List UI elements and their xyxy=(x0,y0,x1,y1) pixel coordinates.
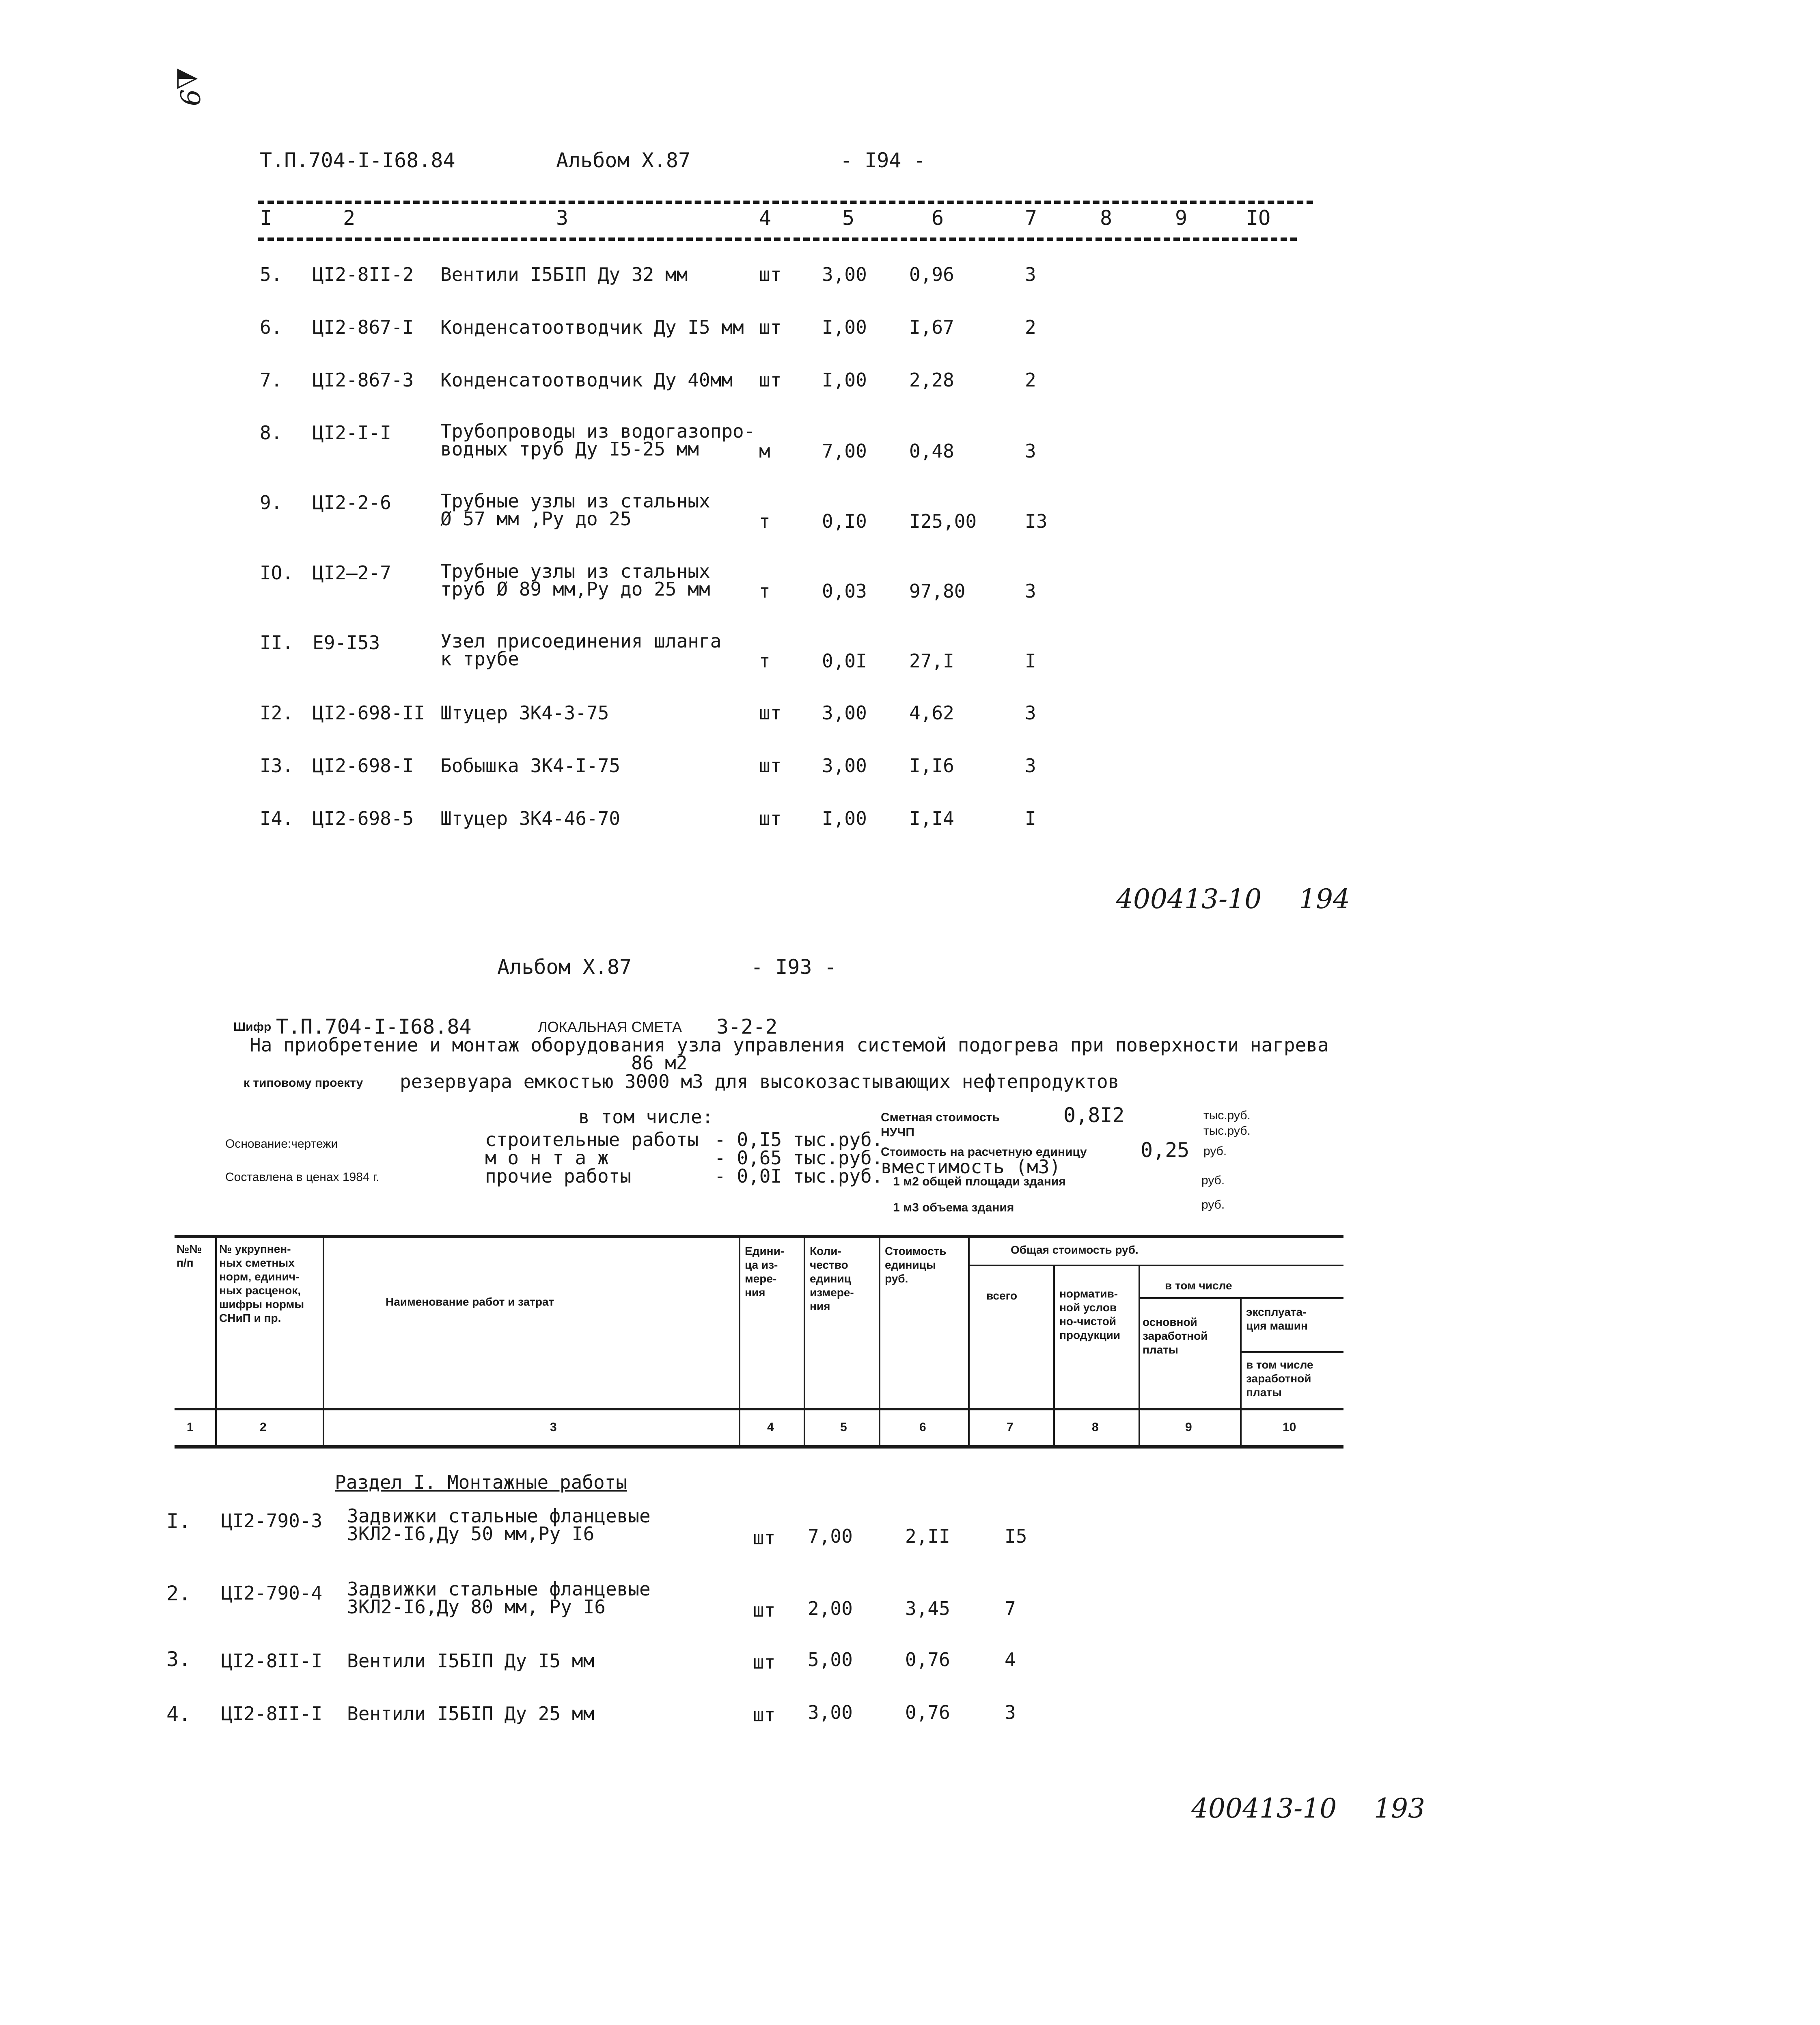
row-unit-cost: 97,80 xyxy=(909,580,966,602)
row-qty: I,00 xyxy=(822,369,867,391)
row-code: ЦI2-8II-I xyxy=(221,1703,323,1725)
top-col-num: IO xyxy=(1246,206,1271,230)
header-work-name: Наименование работ и затрат xyxy=(386,1295,554,1308)
margin-handwritten-mark: ◭9 xyxy=(174,68,205,106)
top-page-number: - I94 - xyxy=(840,149,926,172)
row-name: Задвижки стальные фланцевые ЗКЛ2-I6,Ду 80 мм, Ру I6 xyxy=(347,1578,651,1618)
cost-value: 0,8I2 xyxy=(1063,1103,1125,1127)
row-total: I xyxy=(1025,650,1036,672)
project-prefix: к типовому проекту xyxy=(244,1076,363,1090)
col-divider xyxy=(323,1237,324,1448)
bottom-archive-stamp: 400413-10 xyxy=(1191,1793,1337,1824)
row-code: ЦI2-698-II xyxy=(313,702,425,724)
row-name: Трубные узлы из стальных труб Ø 89 мм,Ру до 25 мм xyxy=(440,560,710,600)
row-qty: 0,0I xyxy=(822,650,867,672)
header-row-number: №№ п/п xyxy=(177,1243,202,1269)
row-number: 3. xyxy=(166,1647,191,1671)
row-name: Штуцер ЗК4-46-70 xyxy=(440,807,621,829)
row-total: 3 xyxy=(1025,755,1036,777)
row-unit-cost: I25,00 xyxy=(909,510,977,532)
top-col-num: 6 xyxy=(932,206,944,230)
row-unit: м xyxy=(759,440,770,462)
row-code: ЦI2-790-4 xyxy=(221,1582,323,1604)
machines-rule xyxy=(1240,1351,1343,1353)
general-cost-rule xyxy=(968,1265,1343,1266)
row-code: ЦI2-2-6 xyxy=(313,492,391,514)
row-number: 2. xyxy=(166,1582,191,1605)
bottom-album: Альбом Х.87 xyxy=(497,955,632,979)
estimate-title-line-3: резервуара емкостью 3000 м3 для высокозастывающих нефтепродуктов xyxy=(400,1071,1119,1092)
row-unit-cost: 0,76 xyxy=(905,1649,950,1671)
row-unit-cost: 0,96 xyxy=(909,263,954,285)
row-unit: шт xyxy=(753,1527,776,1549)
row-unit: шт xyxy=(759,807,782,829)
row-code: Е9-I53 xyxy=(313,632,380,654)
row-qty: I,00 xyxy=(822,807,867,829)
header-norm-code: № укрупнен- ных сметных норм, единич- ных расценок, шифры нормы СНиП и пр. xyxy=(219,1243,304,1324)
row-unit: т xyxy=(759,580,770,602)
row-unit: шт xyxy=(759,316,782,338)
row-unit: т xyxy=(759,510,770,532)
header-total: всего xyxy=(986,1289,1018,1302)
row-name: Узел присоединения шланга к трубе xyxy=(440,630,722,670)
bottom-col-num: 8 xyxy=(1092,1421,1099,1434)
row-code: ЦI2-698-I xyxy=(313,755,414,777)
row-qty: 5,00 xyxy=(808,1649,853,1671)
table-col-numbers-rule xyxy=(175,1445,1343,1449)
row-code: ЦI2-698-5 xyxy=(313,807,414,829)
work-type-value: - 0,65 тыс.руб. xyxy=(714,1147,883,1169)
row-qty: 2,00 xyxy=(808,1598,853,1619)
header-quantity: Коли- чество единиц измере- ния xyxy=(810,1245,854,1313)
bottom-col-num: 2 xyxy=(260,1421,267,1434)
row-code: ЦI2-790-3 xyxy=(221,1510,323,1532)
work-type-name: строительные работы xyxy=(485,1129,699,1151)
top-archive-page: 194 xyxy=(1299,883,1350,915)
row-total: 3 xyxy=(1025,580,1036,602)
unit-cost-value: 0,25 xyxy=(1141,1138,1190,1162)
bottom-col-num: 3 xyxy=(550,1421,557,1434)
top-dashed-rule-1 xyxy=(258,201,1313,204)
top-col-num: 3 xyxy=(556,206,569,230)
row-unit: шт xyxy=(753,1651,776,1673)
row-total: 3 xyxy=(1025,263,1036,285)
row-unit: шт xyxy=(759,369,782,391)
row-unit-cost: 27,I xyxy=(909,650,954,672)
cost-label: Сметная стоимость xyxy=(881,1111,1000,1124)
col-divider xyxy=(1240,1297,1242,1447)
smeta-number: 3-2-2 xyxy=(716,1015,778,1038)
bottom-archive-page: 193 xyxy=(1374,1793,1425,1824)
row-name: Вентили I5БIП Ду I5 мм xyxy=(347,1650,595,1672)
area-unit: руб. xyxy=(1201,1174,1225,1187)
header-incl: в том числе xyxy=(1165,1279,1232,1292)
shifr-label: Шифр xyxy=(233,1020,272,1034)
row-unit-cost: I,I6 xyxy=(909,755,954,777)
row-number: 8. xyxy=(260,422,282,444)
bottom-col-num: 4 xyxy=(767,1421,774,1434)
row-number: I. xyxy=(166,1509,191,1533)
top-col-num: 2 xyxy=(343,206,356,230)
area-label: 1 м2 общей площади здания xyxy=(893,1175,1066,1188)
volume-unit: руб. xyxy=(1201,1198,1225,1211)
header-unit-cost: Стоимость единицы руб. xyxy=(885,1245,947,1285)
row-qty: 0,03 xyxy=(822,580,867,602)
header-unit: Едини- ца из- мере- ния xyxy=(745,1245,785,1299)
row-unit-cost: 4,62 xyxy=(909,702,954,724)
row-name: Штуцер ЗК4-3-75 xyxy=(440,702,609,724)
row-number: 5. xyxy=(260,263,282,285)
cost-label-sub: НУЧП xyxy=(881,1126,914,1139)
col-divider xyxy=(215,1237,217,1448)
header-machines: эксплуата- ция машин xyxy=(1246,1306,1308,1332)
row-name: Вентили I5БIП Ду 32 мм xyxy=(440,263,688,285)
row-unit-cost: 0,76 xyxy=(905,1701,950,1723)
top-album: Альбом Х.87 xyxy=(556,149,691,172)
volume-label: 1 м3 объема здания xyxy=(893,1201,1014,1214)
row-qty: 0,I0 xyxy=(822,510,867,532)
row-qty: 7,00 xyxy=(808,1525,853,1547)
row-unit-cost: I,I4 xyxy=(909,807,954,829)
bottom-col-num: 6 xyxy=(919,1421,926,1434)
top-col-num: 5 xyxy=(842,206,855,230)
bottom-col-num: 7 xyxy=(1007,1421,1014,1434)
work-type-name: м о н т а ж xyxy=(485,1147,609,1169)
capacity-label: вместимость (м3) xyxy=(881,1156,1061,1178)
row-qty: 3,00 xyxy=(822,755,867,777)
header-machines-salary: в том числе заработной платы xyxy=(1246,1358,1313,1399)
top-col-num: 9 xyxy=(1175,206,1188,230)
top-doc-code: Т.П.704-I-I68.84 xyxy=(260,149,455,172)
row-number: 7. xyxy=(260,369,282,391)
row-code: ЦI2-8II-I xyxy=(221,1650,323,1672)
header-net-product: норматив- ной услов но-чистой продукции xyxy=(1059,1287,1121,1341)
row-qty: 3,00 xyxy=(808,1701,853,1723)
work-type-name: прочие работы xyxy=(485,1165,632,1187)
top-dashed-rule-2 xyxy=(258,237,1297,241)
col-divider xyxy=(804,1237,805,1448)
row-total: 7 xyxy=(1005,1598,1016,1619)
col-divider xyxy=(879,1237,880,1448)
row-total: I5 xyxy=(1005,1525,1027,1547)
shifr-value: Т.П.704-I-I68.84 xyxy=(276,1015,472,1038)
bottom-col-num: 9 xyxy=(1185,1421,1192,1434)
row-number: 6. xyxy=(260,316,282,338)
cost-unit: тыс.руб. xyxy=(1203,1109,1251,1122)
row-unit: шт xyxy=(753,1704,776,1726)
row-unit: шт xyxy=(753,1599,776,1621)
row-number: I2. xyxy=(260,702,294,724)
row-name: Задвижки стальные фланцевые ЗКЛ2-I6,Ду 50 мм,Ру I6 xyxy=(347,1505,651,1545)
row-unit: шт xyxy=(759,702,782,724)
row-unit-cost: 0,48 xyxy=(909,440,954,462)
top-col-num: I xyxy=(260,206,272,230)
top-col-num: 8 xyxy=(1100,206,1113,230)
row-unit: шт xyxy=(759,263,782,285)
row-name: Вентили I5БIП Ду 25 мм xyxy=(347,1703,595,1725)
row-unit-cost: 3,45 xyxy=(905,1598,950,1619)
row-unit: шт xyxy=(759,755,782,777)
row-total: 2 xyxy=(1025,369,1036,391)
row-name: Бобышка ЗК4-I-75 xyxy=(440,755,621,777)
col-divider xyxy=(1139,1265,1140,1447)
row-unit-cost: 2,II xyxy=(905,1525,950,1547)
row-unit: т xyxy=(759,650,770,672)
row-total: 3 xyxy=(1025,702,1036,724)
row-code: ЦI2—2-7 xyxy=(313,562,391,584)
row-name: Трубные узлы из стальных Ø 57 мм ,Ру до 25 xyxy=(440,490,710,530)
row-number: I4. xyxy=(260,807,294,829)
row-code: ЦI2-867-I xyxy=(313,316,414,338)
row-qty: 7,00 xyxy=(822,440,867,462)
including-label: в том числе: xyxy=(578,1106,714,1128)
table-header-bottom-rule xyxy=(175,1408,1343,1410)
row-total: 4 xyxy=(1005,1649,1016,1671)
cost-unit-2: тыс.руб. xyxy=(1203,1124,1251,1138)
work-type-value: - 0,0I тыс.руб. xyxy=(714,1165,883,1187)
col-divider xyxy=(968,1237,970,1448)
bottom-col-num: 10 xyxy=(1283,1421,1296,1434)
row-unit-cost: I,67 xyxy=(909,316,954,338)
bottom-col-num: 1 xyxy=(187,1421,194,1434)
top-archive-stamp: 400413-10 xyxy=(1116,883,1262,915)
unit-cost-label: Стоимость на расчетную единицу xyxy=(881,1145,1087,1159)
row-name: Конденсатоотводчик Ду 40мм xyxy=(440,369,733,391)
row-qty: 3,00 xyxy=(822,263,867,285)
work-type-value: - 0,I5 тыс.руб. xyxy=(714,1129,883,1151)
row-code: ЦI2-I-I xyxy=(313,422,391,444)
row-qty: I,00 xyxy=(822,316,867,338)
estimate-title-line-2: 86 м2 xyxy=(631,1052,688,1074)
row-code: ЦI2-8II-2 xyxy=(313,263,414,285)
row-name: Конденсатоотводчик Ду I5 мм xyxy=(440,316,744,338)
estimate-title-line-1: На приобретение и монтаж оборудования узла управления системой подогрева при поверхности нагрева xyxy=(250,1034,1329,1056)
top-col-num: 7 xyxy=(1025,206,1037,230)
row-total: I3 xyxy=(1025,510,1048,532)
section-title: Раздел I. Монтажные работы xyxy=(335,1471,628,1493)
unit-cost-unit: руб. xyxy=(1203,1144,1227,1158)
row-number: IO. xyxy=(260,562,294,584)
row-name: Трубопроводы из водогазопро- водных труб Ду I5-25 мм xyxy=(440,420,755,460)
row-number: 9. xyxy=(260,492,282,514)
basis-label: Основание:чертежи xyxy=(225,1137,338,1151)
col-divider xyxy=(739,1237,740,1448)
top-col-num: 4 xyxy=(759,206,772,230)
col-divider xyxy=(1053,1265,1055,1447)
header-base-salary: основной заработной платы xyxy=(1143,1316,1208,1356)
row-number: 4. xyxy=(166,1702,191,1726)
row-number: II. xyxy=(260,632,294,654)
row-code: ЦI2-867-3 xyxy=(313,369,414,391)
smeta-label: ЛОКАЛЬНАЯ СМЕТА xyxy=(538,1019,682,1035)
row-total: 3 xyxy=(1005,1701,1016,1723)
row-unit-cost: 2,28 xyxy=(909,369,954,391)
bottom-page-number: - I93 - xyxy=(751,955,837,979)
row-qty: 3,00 xyxy=(822,702,867,724)
table-top-rule xyxy=(175,1235,1343,1238)
bottom-col-num: 5 xyxy=(840,1421,847,1434)
row-total: I xyxy=(1025,807,1036,829)
prices-year-label: Составлена в ценах 1984 г. xyxy=(225,1170,380,1184)
header-general-cost: Общая стоимость руб. xyxy=(1011,1243,1139,1256)
row-number: I3. xyxy=(260,755,294,777)
row-total: 2 xyxy=(1025,316,1036,338)
row-total: 3 xyxy=(1025,440,1036,462)
